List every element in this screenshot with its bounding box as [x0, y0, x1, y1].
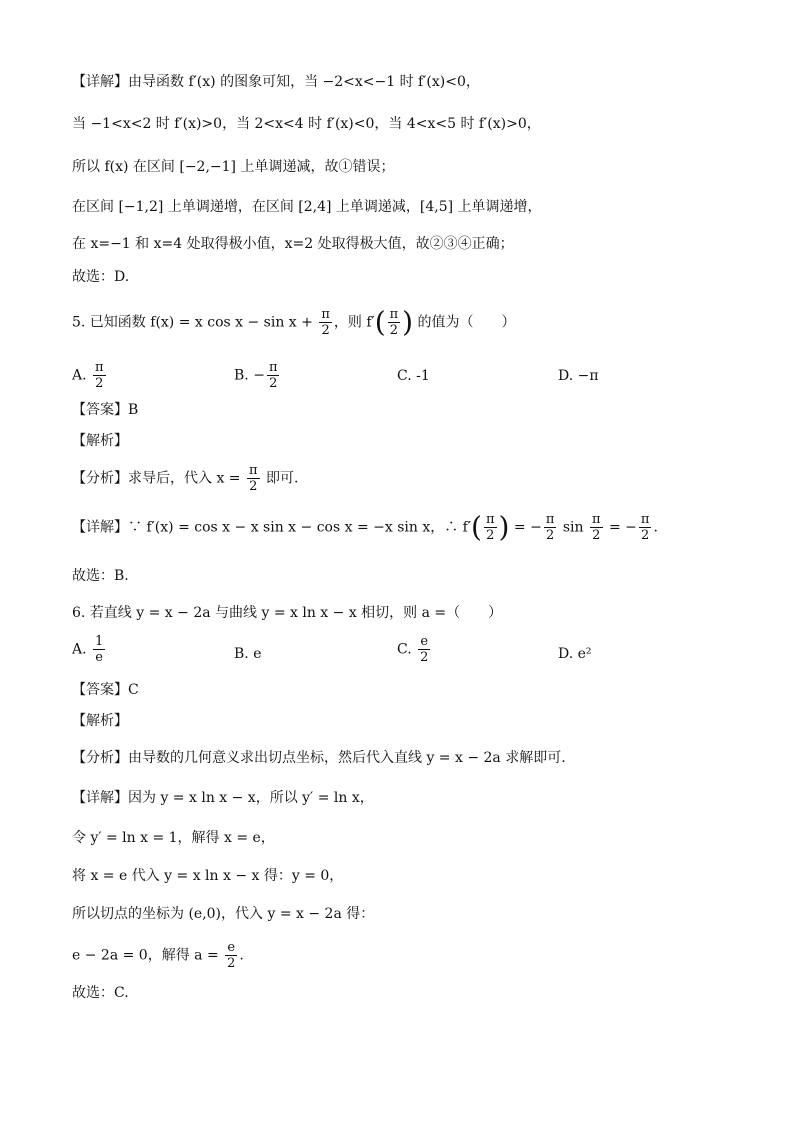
q5-detail-frac-3 — [639, 512, 652, 543]
q5-stem — [72, 307, 516, 338]
q5-analysis-part-a: 【分析】求导后，代入 x = — [72, 470, 245, 487]
q5-stem-part-a: 5. 已知函数 f(x) = x cos x − sin x + — [72, 314, 318, 331]
q6-option-c-label: C. — [397, 641, 412, 658]
q5-detail-frac-2-den: 2 — [592, 528, 601, 543]
q5-detail-part-a: 【详解】∵ f′(x) = cos x − x sin x − cos x = −x sin x，∴ f′ — [72, 519, 472, 536]
q6-detail-3: 将 x = e 代入 y = x ln x − x 得：y = 0， — [72, 868, 344, 884]
q6-detail-4: 所以切点的坐标为 (e,0)，代入 y = x − 2a 得： — [72, 906, 375, 922]
q5-detail-frac-2 — [590, 512, 603, 543]
text-line-3: 所以 f(x) 在区间 [−2,−1] 上单调递减，故①错误； — [72, 159, 395, 175]
q5-detail-paren-open: ( — [471, 510, 482, 544]
q5-option-b-frac — [267, 360, 280, 391]
q5-option-a — [72, 360, 108, 391]
q5-detail-part-c: sin — [558, 519, 588, 536]
q5-analysis-num: π — [248, 463, 258, 478]
q6-option-c-frac — [418, 634, 430, 665]
q5-analysis — [72, 463, 298, 494]
q5-option-a-num: π — [95, 360, 104, 375]
q5-stem-frac2 — [388, 307, 401, 338]
q6-detail-5-part-a: e − 2a = 0，解得 a = — [72, 947, 224, 964]
q5-paren-open: ( — [374, 305, 386, 339]
q5-detail-part-b: = − — [509, 519, 542, 536]
q6-answer: 【答案】C — [72, 682, 139, 698]
q5-detail — [72, 512, 658, 543]
q6-option-b: B. e — [234, 646, 262, 662]
q5-analysis-part-b: 即可. — [261, 470, 299, 487]
q5-analysis-head: 【解析】 — [72, 433, 128, 449]
q5-option-b — [234, 360, 281, 391]
q5-option-b-den: 2 — [269, 376, 278, 391]
q5-detail-part-e: . — [653, 519, 658, 536]
text-line-1: 【详解】由导函数 f′(x) 的图象可知，当 −2<x<−1 时 f′(x)<0， — [72, 74, 480, 90]
q5-answer: 【答案】B — [72, 402, 139, 418]
q5-option-b-num: π — [268, 360, 278, 375]
q5-option-d: D. −π — [558, 368, 599, 384]
q5-analysis-den: 2 — [249, 479, 258, 494]
q5-detail-part-d: = − — [604, 519, 637, 536]
q6-option-a-num: 1 — [95, 634, 104, 649]
q5-detail-frac-p — [484, 512, 497, 543]
q6-detail-5-den: 2 — [227, 956, 236, 971]
text-line-2: 当 −1<x<2 时 f′(x)>0，当 2<x<4 时 f′(x)<0，当 4<x<5 时 f′(x)>0， — [72, 116, 541, 132]
text-line-4: 在区间 [−1,2] 上单调递增，在区间 [2,4] 上单调递减，[4,5] 上单调递增， — [72, 199, 542, 215]
q5-option-a-den: 2 — [95, 376, 104, 391]
q6-detail-5-part-b: . — [239, 947, 244, 964]
q5-detail-frac-3-den: 2 — [641, 528, 650, 543]
q5-analysis-frac — [247, 463, 260, 494]
q5-detail-paren-close: ) — [498, 510, 510, 544]
q5-option-c: C. -1 — [397, 368, 430, 384]
q6-option-d: D. e² — [558, 646, 592, 662]
q6-detail-2: 令 y′ = ln x = 1，解得 x = e， — [72, 830, 275, 846]
q5-detail-frac-p-den: 2 — [486, 528, 495, 543]
text-line-5: 在 x=−1 和 x=4 处取得极小值，x=2 处取得极大值，故②③④正确； — [72, 236, 514, 252]
q6-option-c-num: e — [418, 634, 430, 650]
q5-stem-part-b: ，则 f′ — [333, 314, 375, 331]
q5-option-a-label: A. — [72, 367, 87, 384]
q6-detail-5 — [72, 940, 244, 971]
q6-analysis: 【分析】由导数的几何意义求出切点坐标，然后代入直线 y = x − 2a 求解即可. — [72, 750, 566, 766]
q5-stem-frac2-num: π — [389, 307, 399, 322]
q5-stem-frac-den: 2 — [321, 323, 330, 338]
q6-stem: 6. 若直线 y = x − 2a 与曲线 y = x ln x − x 相切，则 a =（ ） — [72, 605, 503, 621]
q6-option-a — [72, 634, 107, 665]
q5-detail-frac-1-den: 2 — [545, 528, 555, 543]
q6-option-a-label: A. — [72, 641, 87, 658]
q5-option-b-label: B. — [234, 367, 249, 384]
q5-paren-close: ) — [402, 305, 414, 339]
text-line-6: 故选：D. — [72, 269, 130, 285]
q6-detail-5-num: e — [225, 940, 237, 956]
q6-option-c — [397, 634, 432, 665]
q6-detail-1: 【详解】因为 y = x ln x − x，所以 y′ = ln x， — [72, 790, 374, 806]
q5-stem-frac2-den: 2 — [389, 323, 399, 338]
q6-option-a-den: e — [95, 650, 103, 665]
q5-stem-frac-num: π — [321, 307, 330, 322]
q5-detail-frac-1 — [544, 512, 557, 543]
q5-detail-frac-2-num: π — [591, 512, 601, 527]
q6-detail-5-frac — [225, 940, 237, 971]
q6-choose: 故选：C. — [72, 985, 129, 1001]
q5-stem-part-d: 的值为（ ） — [413, 314, 516, 331]
q5-option-b-sign: − — [253, 367, 265, 384]
q5-option-a-frac — [93, 360, 106, 391]
q6-analysis-head: 【解析】 — [72, 713, 128, 729]
q6-option-c-den: 2 — [420, 650, 429, 665]
q5-choose: 故选：B. — [72, 568, 129, 584]
q5-stem-frac — [319, 307, 332, 338]
q5-detail-frac-1-num: π — [545, 512, 555, 527]
q6-option-a-frac — [93, 634, 105, 665]
q5-detail-frac-3-num: π — [640, 512, 650, 527]
q5-detail-frac-p-num: π — [485, 512, 495, 527]
